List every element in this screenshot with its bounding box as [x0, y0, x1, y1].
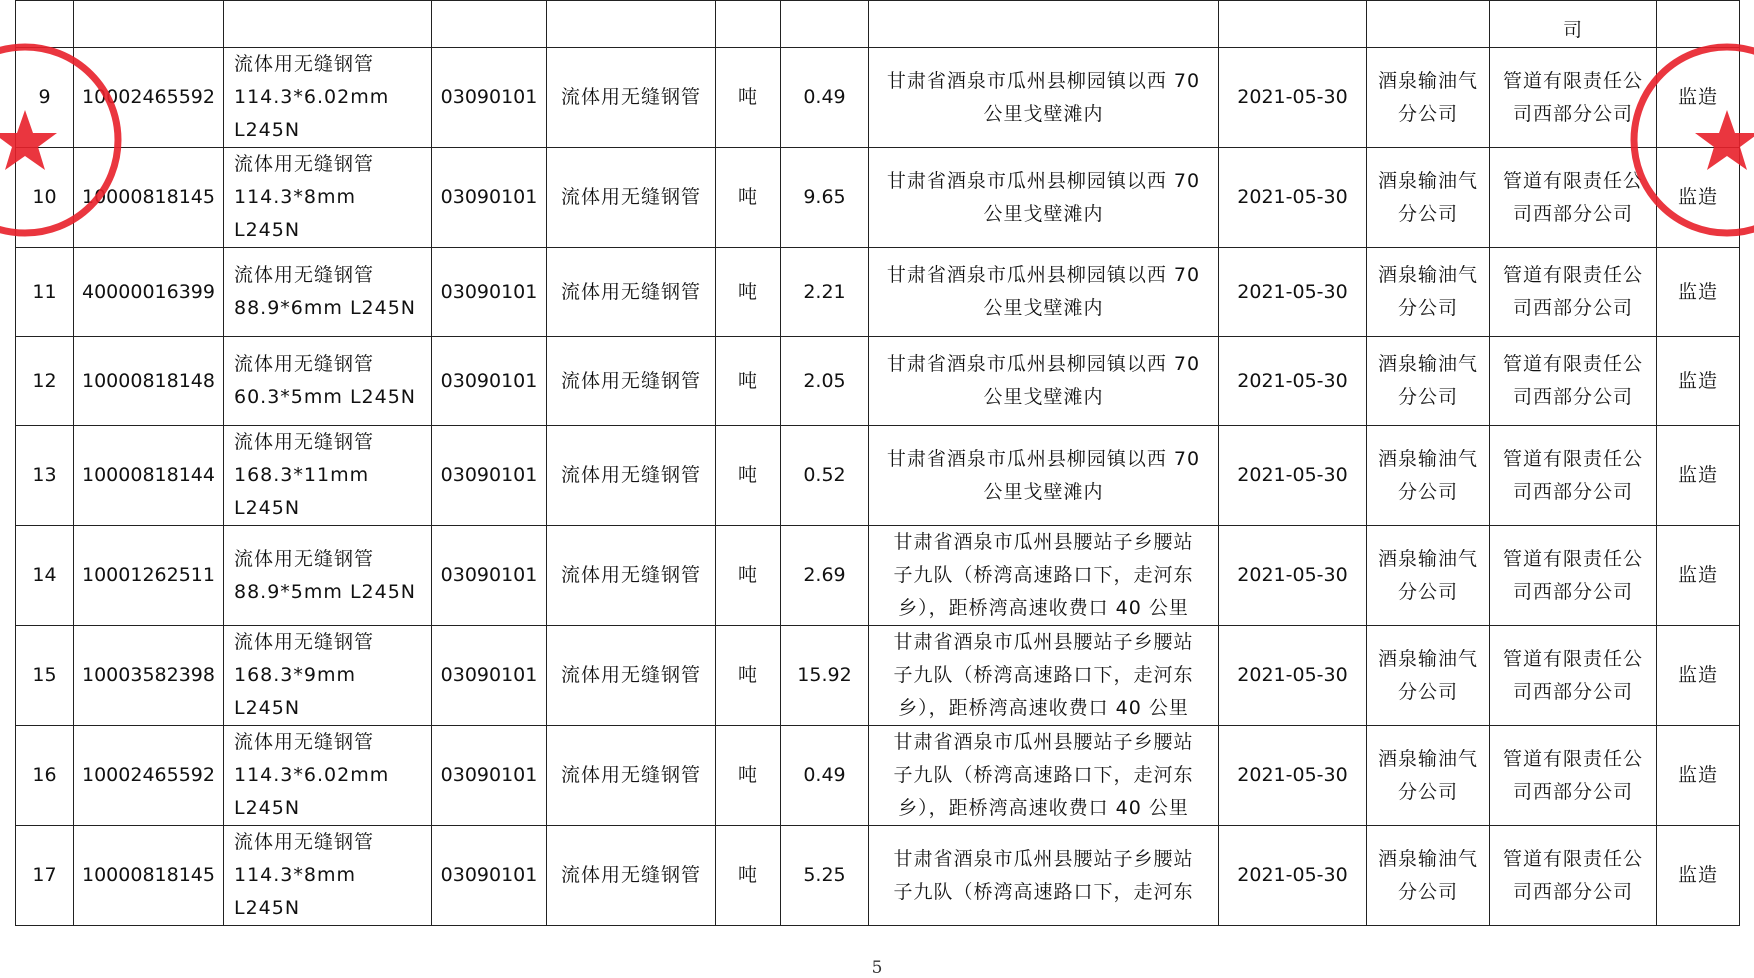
cell-no: 14	[16, 526, 74, 626]
cell-class-name: 流体用无缝钢管	[547, 626, 716, 726]
cell-code: 10000818145	[74, 826, 224, 926]
cell-class-name: 流体用无缝钢管	[547, 526, 716, 626]
cell-code: 10003582398	[74, 626, 224, 726]
cell-unit: 吨	[716, 426, 781, 526]
cell-code: 40000016399	[74, 248, 224, 337]
table-row	[16, 626, 1740, 726]
cell-code: 10000818144	[74, 426, 224, 526]
cell-date: 2021-05-30	[1219, 526, 1367, 626]
cell-class-name	[547, 1, 716, 48]
cell-company: 酒泉输油气分公司	[1367, 426, 1490, 526]
cell-address: 甘肃省酒泉市瓜州县柳园镇以西 70 公里戈壁滩内	[869, 337, 1219, 426]
cell-unit: 吨	[716, 826, 781, 926]
cell-class-name: 流体用无缝钢管	[547, 726, 716, 826]
table-row	[16, 526, 1740, 626]
cell-address: 甘肃省酒泉市瓜州县柳园镇以西 70 公里戈壁滩内	[869, 426, 1219, 526]
cell-dept: 管道有限责任公司西部分公司	[1490, 248, 1657, 337]
cell-code: 10001262511	[74, 526, 224, 626]
cell-mode: 监造	[1657, 426, 1740, 526]
cell-qty	[781, 1, 869, 48]
cell-date: 2021-05-30	[1219, 337, 1367, 426]
cell-name: 流体用无缝钢管 114.3*6.02mm L245N	[224, 48, 432, 148]
cell-name: 流体用无缝钢管 114.3*8mm L245N	[224, 148, 432, 248]
cell-company: 酒泉输油气分公司	[1367, 248, 1490, 337]
cell-no	[16, 1, 74, 48]
cell-dept: 管道有限责任公司西部分公司	[1490, 426, 1657, 526]
cell-name: 流体用无缝钢管 114.3*8mm L245N	[224, 826, 432, 926]
table-row	[16, 248, 1740, 337]
cell-class-name: 流体用无缝钢管	[547, 826, 716, 926]
cell-dept: 管道有限责任公司西部分公司	[1490, 48, 1657, 148]
cell-dept: 管道有限责任公司西部分公司	[1490, 826, 1657, 926]
table-row	[16, 148, 1740, 248]
cell-class-code: 03090101	[432, 337, 547, 426]
cell-mode: 监造	[1657, 148, 1740, 248]
cell-class-code: 03090101	[432, 526, 547, 626]
table-row	[16, 337, 1740, 426]
table-body	[16, 1, 1740, 926]
cell-no: 12	[16, 337, 74, 426]
cell-unit: 吨	[716, 48, 781, 148]
cell-class-name: 流体用无缝钢管	[547, 337, 716, 426]
cell-date: 2021-05-30	[1219, 248, 1367, 337]
cell-qty: 2.21	[781, 248, 869, 337]
cell-address: 甘肃省酒泉市瓜州县柳园镇以西 70 公里戈壁滩内	[869, 248, 1219, 337]
cell-code	[74, 1, 224, 48]
cell-company: 酒泉输油气分公司	[1367, 826, 1490, 926]
cell-company	[1367, 1, 1490, 48]
table-row	[16, 726, 1740, 826]
cell-class-name: 流体用无缝钢管	[547, 148, 716, 248]
cell-qty: 5.25	[781, 826, 869, 926]
cell-name	[224, 1, 432, 48]
cell-code: 10002465592	[74, 726, 224, 826]
cell-name: 流体用无缝钢管 60.3*5mm L245N	[224, 337, 432, 426]
cell-unit: 吨	[716, 626, 781, 726]
cell-date: 2021-05-30	[1219, 148, 1367, 248]
cell-address: 甘肃省酒泉市瓜州县柳园镇以西 70 公里戈壁滩内	[869, 48, 1219, 148]
cell-name: 流体用无缝钢管 88.9*5mm L245N	[224, 526, 432, 626]
cell-qty: 0.52	[781, 426, 869, 526]
cell-mode: 监造	[1657, 248, 1740, 337]
cell-qty: 0.49	[781, 48, 869, 148]
cell-unit: 吨	[716, 148, 781, 248]
cell-dept: 管道有限责任公司西部分公司	[1490, 626, 1657, 726]
cell-company: 酒泉输油气分公司	[1367, 148, 1490, 248]
cell-unit: 吨	[716, 248, 781, 337]
cell-qty: 2.69	[781, 526, 869, 626]
cell-class-code: 03090101	[432, 426, 547, 526]
cell-no: 11	[16, 248, 74, 337]
cell-mode: 监造	[1657, 526, 1740, 626]
cell-dept: 管道有限责任公司西部分公司	[1490, 526, 1657, 626]
cell-class-code: 03090101	[432, 826, 547, 926]
cell-no: 15	[16, 626, 74, 726]
cell-class-code: 03090101	[432, 726, 547, 826]
cell-address: 甘肃省酒泉市瓜州县腰站子乡腰站子九队（桥湾高速路口下，走河东乡），距桥湾高速收费口 40 公里	[869, 626, 1219, 726]
cell-name: 流体用无缝钢管 88.9*6mm L245N	[224, 248, 432, 337]
cell-code: 10000818148	[74, 337, 224, 426]
cell-date	[1219, 1, 1367, 48]
table-row	[16, 48, 1740, 148]
cell-class-code: 03090101	[432, 148, 547, 248]
cell-no: 13	[16, 426, 74, 526]
cell-code: 10000818145	[74, 148, 224, 248]
cell-date: 2021-05-30	[1219, 826, 1367, 926]
cell-name: 流体用无缝钢管 114.3*6.02mm L245N	[224, 726, 432, 826]
cell-unit: 吨	[716, 526, 781, 626]
page-number: 5	[871, 958, 883, 978]
cell-unit	[716, 1, 781, 48]
cell-address: 甘肃省酒泉市瓜州县腰站子乡腰站子九队（桥湾高速路口下，走河东乡），距桥湾高速收费口 40 公里	[869, 526, 1219, 626]
cell-company: 酒泉输油气分公司	[1367, 48, 1490, 148]
cell-date: 2021-05-30	[1219, 48, 1367, 148]
cell-unit: 吨	[716, 337, 781, 426]
cell-class-code: 03090101	[432, 48, 547, 148]
cell-dept: 司	[1490, 1, 1657, 48]
cell-class-name: 流体用无缝钢管	[547, 248, 716, 337]
cell-mode: 监造	[1657, 826, 1740, 926]
cell-no: 9	[16, 48, 74, 148]
cell-dept: 管道有限责任公司西部分公司	[1490, 726, 1657, 826]
cell-company: 酒泉输油气分公司	[1367, 526, 1490, 626]
material-table	[15, 0, 1740, 926]
cell-mode: 监造	[1657, 337, 1740, 426]
cell-qty: 9.65	[781, 148, 869, 248]
cell-address	[869, 1, 1219, 48]
cell-no: 17	[16, 826, 74, 926]
cell-company: 酒泉输油气分公司	[1367, 626, 1490, 726]
cell-mode: 监造	[1657, 48, 1740, 148]
cell-code: 10002465592	[74, 48, 224, 148]
cell-name: 流体用无缝钢管 168.3*9mm L245N	[224, 626, 432, 726]
table-row-partial	[16, 1, 1740, 48]
cell-class-code: 03090101	[432, 626, 547, 726]
cell-class-code	[432, 1, 547, 48]
cell-mode: 监造	[1657, 626, 1740, 726]
cell-qty: 0.49	[781, 726, 869, 826]
cell-date: 2021-05-30	[1219, 726, 1367, 826]
cell-address: 甘肃省酒泉市瓜州县腰站子乡腰站子九队（桥湾高速路口下，走河东乡），距桥湾高速收费口 40 公里	[869, 726, 1219, 826]
cell-class-name: 流体用无缝钢管	[547, 426, 716, 526]
cell-unit: 吨	[716, 726, 781, 826]
cell-address: 甘肃省酒泉市瓜州县柳园镇以西 70 公里戈壁滩内	[869, 148, 1219, 248]
cell-date: 2021-05-30	[1219, 626, 1367, 726]
table-row	[16, 826, 1740, 926]
cell-class-code: 03090101	[432, 248, 547, 337]
cell-company: 酒泉输油气分公司	[1367, 337, 1490, 426]
cell-dept: 管道有限责任公司西部分公司	[1490, 148, 1657, 248]
cell-qty: 15.92	[781, 626, 869, 726]
cell-date: 2021-05-30	[1219, 426, 1367, 526]
cell-dept: 管道有限责任公司西部分公司	[1490, 337, 1657, 426]
cell-address: 甘肃省酒泉市瓜州县腰站子乡腰站子九队（桥湾高速路口下，走河东	[869, 826, 1219, 926]
cell-company: 酒泉输油气分公司	[1367, 726, 1490, 826]
cell-qty: 2.05	[781, 337, 869, 426]
cell-mode	[1657, 1, 1740, 48]
cell-class-name: 流体用无缝钢管	[547, 48, 716, 148]
cell-no: 16	[16, 726, 74, 826]
cell-mode: 监造	[1657, 726, 1740, 826]
cell-no: 10	[16, 148, 74, 248]
table-row	[16, 426, 1740, 526]
cell-name: 流体用无缝钢管 168.3*11mm L245N	[224, 426, 432, 526]
